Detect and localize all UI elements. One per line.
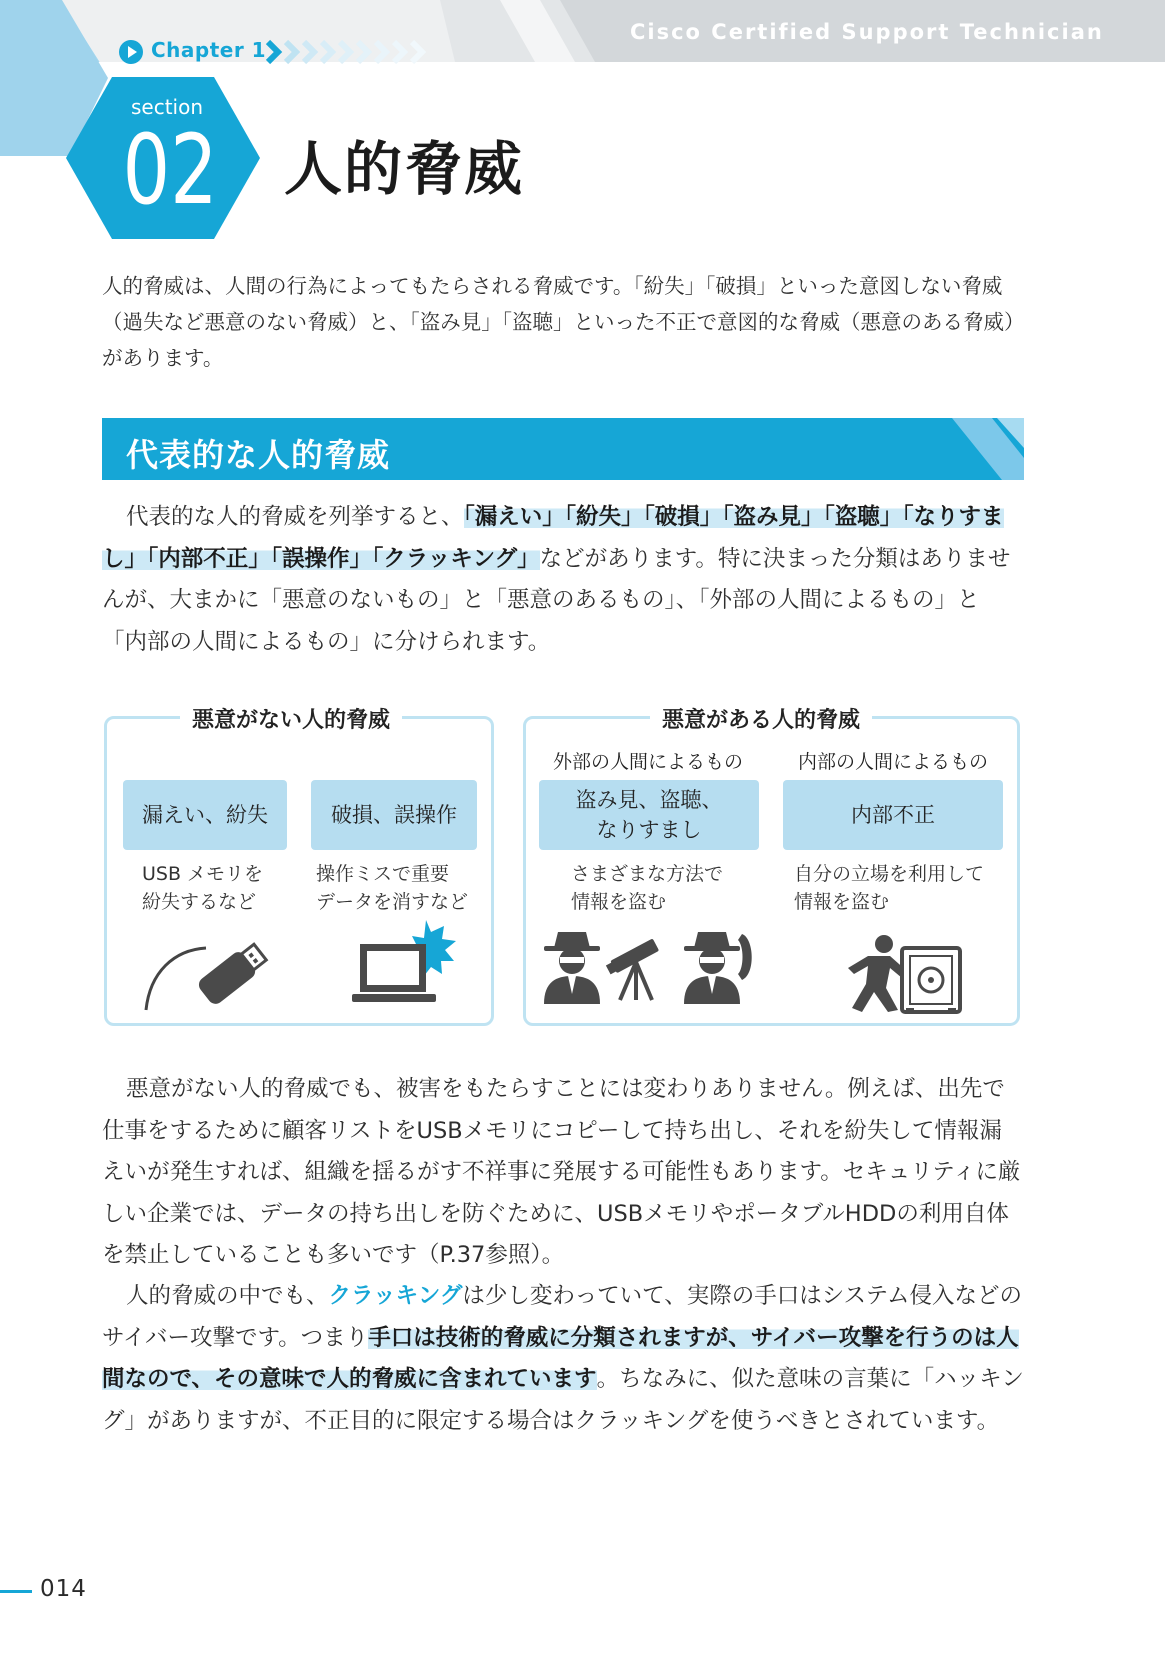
spy-icon xyxy=(540,928,604,1004)
desc-leak-loss: USB メモリを 紛失するなど xyxy=(142,863,264,913)
external-subtitle: 外部の人間によるもの xyxy=(552,751,743,773)
p3-keyword: クラッキング xyxy=(328,1283,463,1309)
tile-leak-loss: 漏えい、紛失 xyxy=(123,780,287,850)
intro-paragraph: 人的脅威は、人間の行為によってもたらされる脅威です。「紛失」「破損」といった意図しない脅威（過失など悪意のない脅威）と、「盗み見」「盗聴」といった不正で意図的な脅威（悪意のある脅威）があります。 xyxy=(102,274,1015,370)
page-number: 014 xyxy=(40,1576,87,1602)
p1-highlight: 「漏えい」「紛失」「破損」「盗み見」「盗聴」「なりすまし」「内部不正」「誤操作」「クラッキング」 xyxy=(102,504,1004,572)
section-word: section xyxy=(130,95,204,119)
p3-middle: は少し変わっていて、実際の手口はシステム侵入などのサイバー攻撃です。つまり xyxy=(102,1283,1022,1351)
internal-subtitle: 内部の人間によるもの xyxy=(797,751,988,773)
eavesdropper-phone-icon xyxy=(680,928,760,1004)
p3-before: 人的脅威の中でも、 xyxy=(126,1283,329,1309)
p3-after: 。ちなみに、似た意味の言葉に「ハッキング」がありますが、不正目的に限定する場合はクラッキングを使うべきとされています。 xyxy=(102,1366,1024,1434)
page-number-rule xyxy=(0,1590,32,1593)
paragraph-3 xyxy=(102,1276,1024,1442)
chapter-label: Chapter 1 xyxy=(151,38,267,62)
intentional-threats-title: 悪意がある人的脅威 xyxy=(650,703,872,734)
tile-internal-fraud: 内部不正 xyxy=(783,780,1003,850)
paragraph-2: 悪意がない人的脅威でも、被害をもたらすことには変わりありません。例えば、出先で仕事をするために顧客リストをUSBメモリにコピーして持ち出し、それを紛失して情報漏えいが発生すれば、組織を揺るがす不祥事に発展する可能性もあります。セキュリティに厳しい企業では、データの持ち出しを防ぐために、USBメモリやポータブルHDDの利用自体を禁止していることも多いです（P.37参照）。 xyxy=(102,1076,1021,1268)
laptop-crash-icon xyxy=(352,918,462,1008)
page-title: 人的脅威 xyxy=(284,135,525,203)
chapter-play-icon xyxy=(118,39,144,65)
p1-before: 代表的な人的脅威を列挙すると、 xyxy=(126,504,464,530)
desc-internal: 自分の立場を利用して 情報を盗む xyxy=(794,863,985,913)
desc-damage-misoperation: 操作ミスで重要 データを消すなど xyxy=(316,863,469,913)
p1-after: などがあります。特に決まった分類はありませんが、大まかに「悪意のないもの」と「悪意のあるもの」、「外部の人間によるもの」と「内部の人間によるもの」に分けられます。 xyxy=(102,545,1011,655)
chevron-arrows-icon xyxy=(264,38,444,66)
telescope-icon xyxy=(604,930,668,1002)
desc-external: さまざまな方法で 情報を盗む xyxy=(571,863,724,913)
p3-highlight: 手口は技術的脅威に分類されますが、サイバー攻撃を行うのは人間なので、その意味で人的脅威に含まれています xyxy=(102,1324,1019,1392)
tile-external-threats: 盗み見、盗聴、 なりすまし xyxy=(539,780,759,850)
insider-safe-icon xyxy=(832,934,962,1014)
usb-memory-icon xyxy=(140,932,270,1012)
tile-damage-misoperation: 破損、誤操作 xyxy=(311,780,477,850)
paragraph-1 xyxy=(102,497,1024,663)
unintentional-threats-title: 悪意がない人的脅威 xyxy=(180,703,402,734)
series-title: Cisco Certified Support Technician xyxy=(630,20,1104,44)
section-number: 02 xyxy=(122,114,218,226)
heading-label: 代表的な人的脅威 xyxy=(126,436,391,474)
